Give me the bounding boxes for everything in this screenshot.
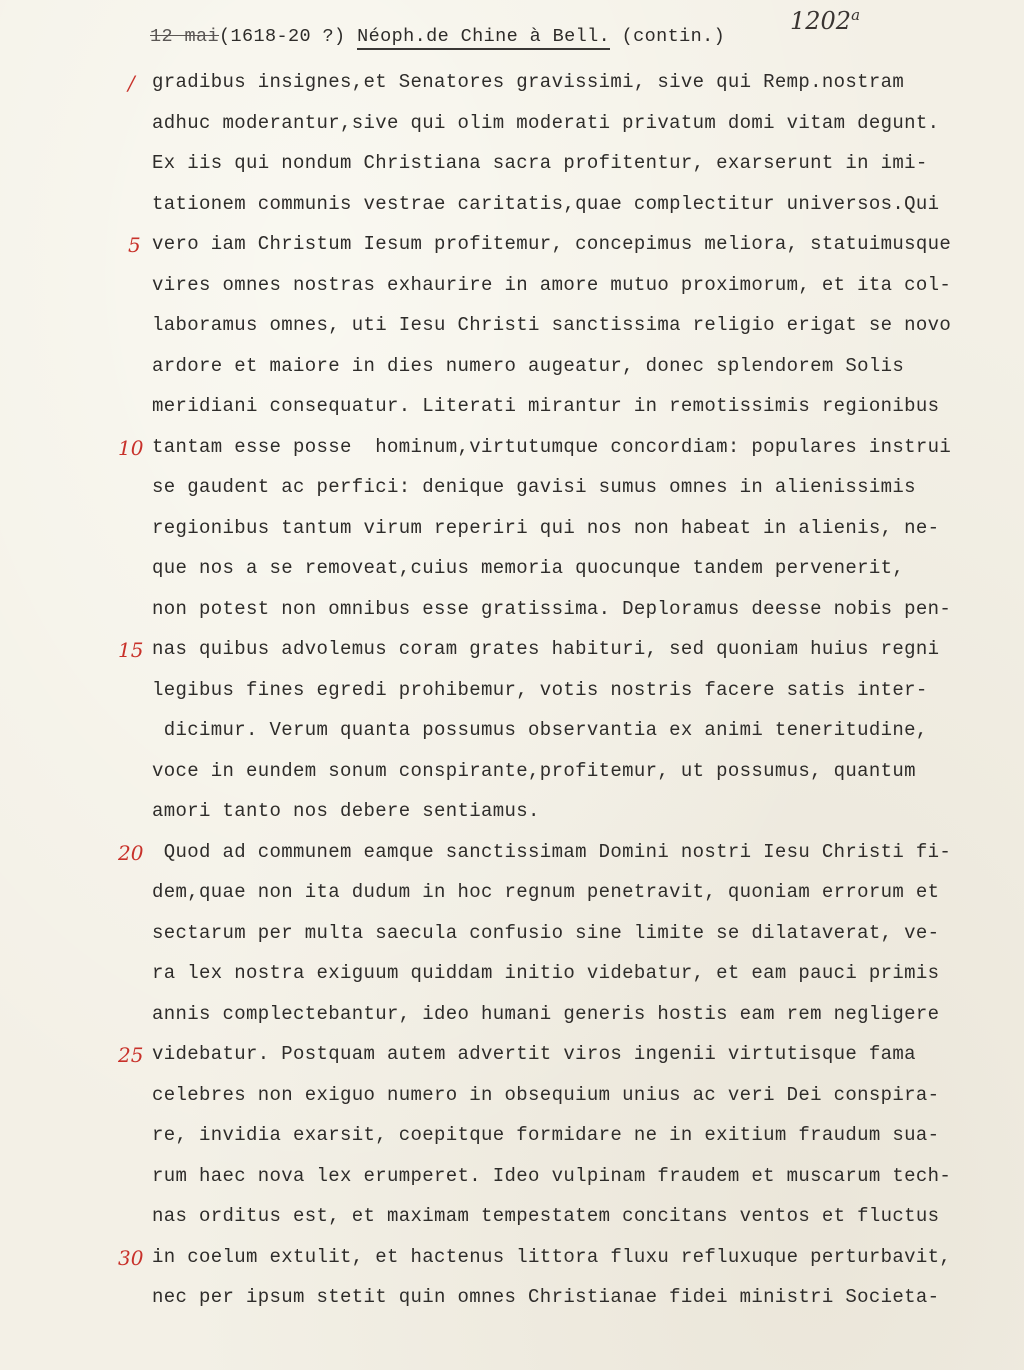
folio-superscript: a [851,6,861,24]
text-line: non potest non omnibus esse gratissima. Deploramus deesse nobis pen- [152,597,952,620]
margin-line-number: 30 [118,1245,144,1270]
text-line: celebres non exiguo numero in obsequium unius ac veri Dei conspira- [152,1083,940,1106]
margin-line-number: / [128,71,135,95]
margin-line-number: 10 [118,435,144,460]
text-line: videbatur. Postquam autem advertit viros ingenii virtutisque fama [152,1043,916,1065]
margin-line-number: 5 [128,233,141,257]
margin-line-number: 15 [118,638,144,662]
text-line: annis complectebantur, ideo humani generis hostis eam rem negligere [152,1002,940,1025]
text-line: nas orditus est, et maximam tempestatem concitans ventos et fluctus [152,1205,940,1227]
text-line: rum haec nova lex erumperet. Ideo vulpinam fraudem et muscarum tech- [152,1164,952,1187]
header-suffix: (contin.) [621,26,726,47]
header-title: Néoph.de Chine à Bell. [357,26,610,50]
text-line: in coelum extulit, et hactenus littora fluxu refluxuque perturbavit, [152,1245,952,1268]
text-line: regionibus tantum virum reperiri qui nos non habeat in alienis, ne- [152,516,940,539]
text-line: voce in eundem sonum conspirante,profitemur, ut possumus, quantum [152,759,916,782]
text-line: tantam esse posse hominum,virtutumque concordiam: populares instrui [152,435,952,458]
text-line: sectarum per multa saecula confusio sine limite se dilataverat, ve- [152,921,940,944]
text-line: tationem communis vestrae caritatis,quae complectitur universos.Qui [152,192,940,215]
text-line: adhuc moderantur,sive qui olim moderati privatum domi vitam degunt. [152,111,940,134]
text-line: ra lex nostra exiguum quiddam initio videbatur, et eam pauci primis [152,962,940,984]
text-line: gradibus insignes,et Senatores gravissimi, sive qui Remp.nostram [152,71,905,93]
text-line: nas quibus advolemus coram grates habituri, sed quoniam huius regni [152,638,940,660]
header-struck-date: 12 mai [150,26,220,47]
text-line: vero iam Christum Iesum profitemur, concepimus meliora, statuimusque [152,233,952,255]
margin-line-number: 20 [118,840,144,865]
text-line: laboramus omnes, uti Iesu Christi sanctissima religio erigat se novo [152,314,952,336]
page-header [150,22,725,52]
text-line: que nos a se removeat,cuius memoria quocunque tandem pervenerit, [152,557,905,579]
header-date-range: (1618-20 ?) [219,26,346,47]
text-line: legibus fines egredi prohibemur, votis nostris facere satis inter- [152,678,928,701]
folio-number: 1202 [790,7,852,35]
text-line: dicimur. Verum quanta possumus observantia ex animi teneritudine, [152,719,928,741]
text-line: vires omnes nostras exhaurire in amore mutuo proximorum, et ita col- [152,273,952,296]
text-line: meridiani consequatur. Literati mirantur in remotissimis regionibus [152,395,940,417]
text-line: Quod ad communem eamque sanctissimam Domini nostri Iesu Christi fi- [152,840,952,863]
text-line: dem,quae non ita dudum in hoc regnum penetravit, quoniam errorum et [152,881,940,903]
text-line: Ex iis qui nondum Christiana sacra profitentur, exarserunt in imi- [152,152,928,174]
text-line: re, invidia exarsit, coepitque formidare ne in exitium fraudum sua- [152,1124,940,1146]
text-line: ardore et maiore in dies numero augeatur, donec splendorem Solis [152,354,905,377]
text-line: se gaudent ac perfici: denique gavisi sumus omnes in alienissimis [152,476,916,498]
margin-line-number: 25 [118,1043,144,1067]
text-line: amori tanto nos debere sentiamus. [152,800,540,822]
text-line: nec per ipsum stetit quin omnes Christianae fidei ministri Societa- [152,1286,940,1308]
handwritten-folio-number [790,6,860,35]
